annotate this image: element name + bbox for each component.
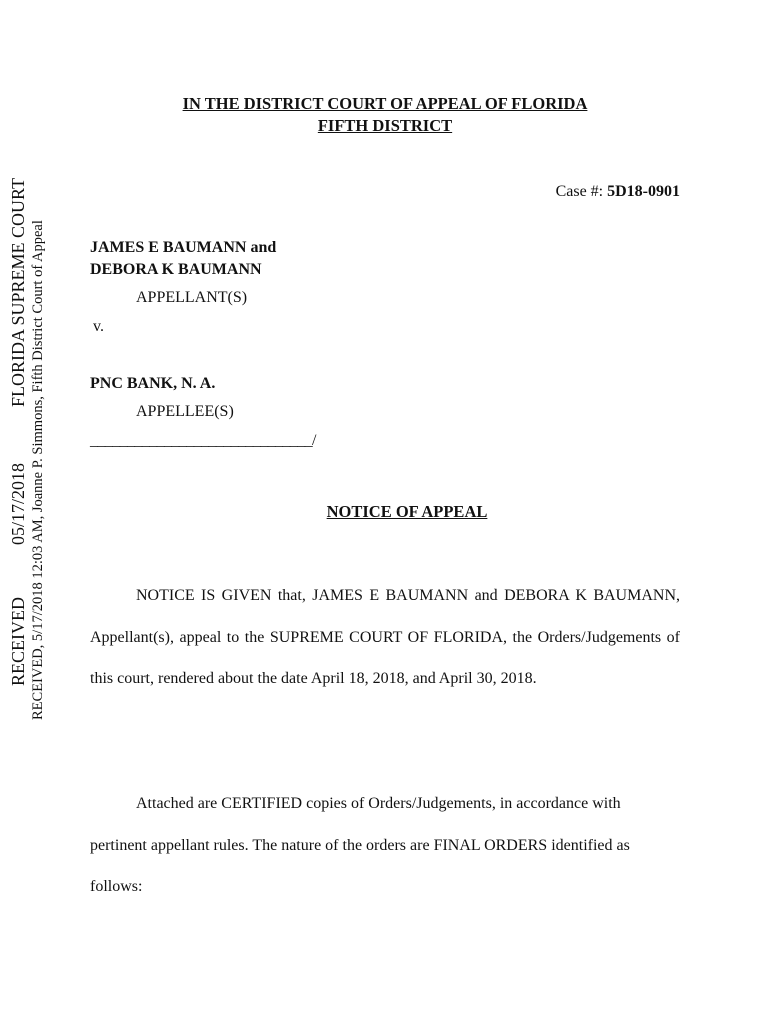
notice-paragraph: NOTICE IS GIVEN that, JAMES E BAUMANN and DEBORA K BAUMANN, Appellant(s), appeal to the SUPREME COURT OF FLORIDA, the Orders/Judgements of this court, rendered about the date April 18, 2018, and April 30, 2018. [90, 587, 680, 687]
stamp-court: FLORIDA SUPREME COURT [8, 178, 28, 407]
attachment-paragraph: Attached are CERTIFIED copies of Orders/Judgements, in accordance with pertinent appellant rules. The nature of the orders are FINAL ORDERS identified as follows: [90, 795, 630, 895]
case-value: 5D18-0901 [607, 183, 680, 200]
document-title: NOTICE OF APPEAL [326, 502, 488, 521]
case-label: Case #: [555, 183, 608, 200]
district-heading: FIFTH DISTRICT [317, 116, 453, 135]
case-number [556, 183, 680, 201]
received-stamp [8, 178, 29, 686]
appellee-name: PNC BANK, N. A. [90, 375, 216, 392]
stamp-date: 05/17/2018 [8, 462, 28, 545]
caption-rule: ______________________________/ [90, 432, 316, 449]
appellant-name-line1: JAMES E BAUMANN and [90, 239, 277, 256]
appellee-role: APPELLEE(S) [136, 403, 234, 420]
stamp-received: RECEIVED [8, 597, 28, 686]
court-heading: IN THE DISTRICT COURT OF APPEAL OF FLORIDA [182, 94, 588, 113]
versus: v. [93, 318, 104, 335]
appellant-role: APPELLANT(S) [136, 289, 248, 306]
received-filing-line: RECEIVED, 5/17/2018 12:03 AM, Joanne P. Simmons, Fifth District Court of Appeal [30, 220, 46, 720]
appellant-name-line2: DEBORA K BAUMANN [90, 261, 262, 278]
